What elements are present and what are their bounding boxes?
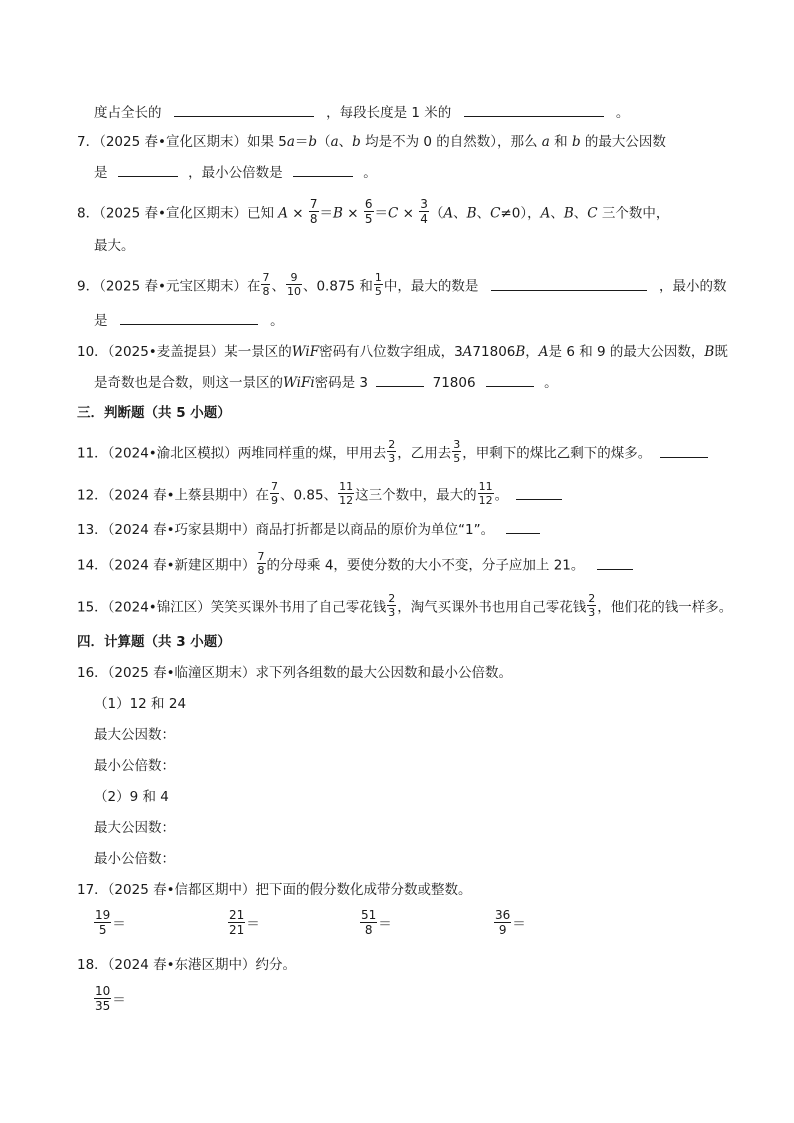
q16-part-2-lcm: 最小公倍数： xyxy=(94,851,175,867)
text: 15．（2024•锦江区）笑笑买课外书用了自己零花钱 xyxy=(77,599,387,616)
question-9-line2 xyxy=(94,310,284,331)
text: 、 xyxy=(338,134,353,150)
text: 中，最大的数是 xyxy=(383,278,479,295)
expr-36-9 xyxy=(493,908,526,938)
question-10-line2 xyxy=(94,372,558,393)
denominator: 35 xyxy=(95,999,111,1013)
answer-blank[interactable] xyxy=(597,555,633,570)
fraction xyxy=(338,481,354,506)
text: 是奇数也是合数，则这一景区的 xyxy=(94,375,283,391)
answer-blank[interactable] xyxy=(660,443,708,458)
answer-blank[interactable] xyxy=(486,372,534,387)
denominator: 8 xyxy=(262,285,270,298)
question-15 xyxy=(77,592,733,620)
text: 是 6 和 9 的最大公因数， xyxy=(548,344,705,360)
fraction xyxy=(452,439,461,464)
text: 和 xyxy=(554,134,568,150)
fraction xyxy=(387,439,396,464)
numerator: 21 xyxy=(229,908,245,922)
equals-sign: ＝ xyxy=(112,916,126,933)
text: 71806 xyxy=(432,375,476,391)
denominator: 12 xyxy=(478,494,493,507)
var: a xyxy=(286,134,295,150)
expr-21-21 xyxy=(227,908,260,938)
text: 11．（2024•渝北区模拟）两堆同样重的煤，甲用去 xyxy=(77,445,387,462)
fraction xyxy=(257,551,266,576)
fraction xyxy=(270,481,279,506)
numerator: 2 xyxy=(388,438,396,451)
q16-part-2-gcd: 最大公因数： xyxy=(94,820,175,836)
equals-sign: ＝ xyxy=(378,916,392,933)
fraction xyxy=(494,909,511,936)
text: 的分母乘 4，要使分数的大小不变，分子应加上 21。 xyxy=(266,557,585,574)
var: B xyxy=(515,344,526,360)
var: A xyxy=(462,344,473,360)
denominator: 9 xyxy=(498,923,507,937)
text: （ xyxy=(317,134,331,150)
question-12 xyxy=(77,480,562,508)
text: 71806 xyxy=(472,344,516,360)
text: 、 xyxy=(453,205,467,222)
text: 。 xyxy=(615,105,630,121)
text: 9．（2025 春•元宝区期末）在 xyxy=(77,278,261,295)
question-18: 18．（2024 春•东港区期中）约分。 xyxy=(77,957,297,973)
text: 、 xyxy=(476,205,491,222)
var: C xyxy=(388,205,399,222)
text: 12．（2024 春•上蔡县期中）在 xyxy=(77,487,270,504)
text: 10．（2025•麦盖提县）某一景区的 xyxy=(77,344,292,360)
denominator: 8 xyxy=(309,212,318,226)
question-13 xyxy=(77,519,540,540)
text: 是 xyxy=(94,165,108,181)
text: ＝ xyxy=(294,134,309,150)
text: ，最小的数 xyxy=(659,278,727,295)
answer-blank[interactable] xyxy=(293,162,353,177)
denominator: 3 xyxy=(588,606,596,619)
text: 、 xyxy=(573,205,588,222)
text: 是 xyxy=(94,313,108,329)
numerator: 9 xyxy=(286,272,302,285)
denominator: 3 xyxy=(388,452,396,465)
answer-blank[interactable] xyxy=(120,310,258,325)
var: B xyxy=(333,205,343,222)
numerator: 7 xyxy=(271,480,279,493)
numerator: 19 xyxy=(95,908,111,922)
question-10 xyxy=(77,342,728,362)
var: B xyxy=(704,344,715,360)
fraction xyxy=(360,909,377,936)
text: ， xyxy=(525,344,539,360)
numerator: 1 xyxy=(374,271,382,284)
text: ＝ xyxy=(374,205,389,222)
denominator: 4 xyxy=(420,212,428,226)
text: 三个数中， xyxy=(597,205,670,222)
answer-blank[interactable] xyxy=(376,372,424,387)
question-16: 16．（2025 春•临潼区期末）求下列各组数的最大公因数和最小公倍数。 xyxy=(77,665,513,681)
var: B xyxy=(466,205,477,222)
question-7-line2 xyxy=(94,162,377,183)
fraction xyxy=(374,272,383,297)
text: ，乙用去 xyxy=(397,445,452,462)
text: 的最大公因数 xyxy=(584,134,666,150)
equals-sign: ＝ xyxy=(512,916,526,933)
q16-part-1-lcm: 最小公倍数： xyxy=(94,758,175,774)
q16-part-2: （2）9 和 4 xyxy=(94,789,169,805)
denominator: 21 xyxy=(229,923,245,937)
numerator: 3 xyxy=(420,197,428,211)
expr-10-35 xyxy=(93,984,126,1014)
denominator: 8 xyxy=(257,564,265,577)
denominator: 5 xyxy=(98,923,107,937)
numerator: 11 xyxy=(339,480,354,493)
answer-blank[interactable] xyxy=(491,276,647,291)
q16-part-1: （1）12 和 24 xyxy=(94,696,187,712)
text: × xyxy=(342,205,363,222)
denominator: 8 xyxy=(364,923,373,937)
numerator: 3 xyxy=(453,438,461,451)
answer-blank[interactable] xyxy=(464,102,604,117)
denominator: 12 xyxy=(339,494,354,507)
denominator: 5 xyxy=(453,452,461,465)
denominator: 10 xyxy=(286,285,301,298)
text: 既 xyxy=(714,344,728,360)
question-7 xyxy=(77,132,666,152)
fraction xyxy=(261,272,270,297)
var: WiF xyxy=(291,344,320,360)
text: ，最小公倍数是 xyxy=(188,165,283,181)
text: ，甲剩下的煤比乙剩下的煤多。 xyxy=(462,445,652,462)
text: × xyxy=(398,205,419,222)
text: 14．（2024 春•新建区期中） xyxy=(77,557,256,574)
text: 度占全长的 xyxy=(94,105,162,121)
expr-51-8 xyxy=(359,908,392,938)
fraction xyxy=(387,593,396,618)
question-8 xyxy=(77,197,670,227)
question-14 xyxy=(77,550,633,578)
question-11 xyxy=(77,438,708,466)
denominator: 3 xyxy=(388,606,396,619)
var: A xyxy=(538,344,549,360)
var: C xyxy=(490,205,501,222)
var: A xyxy=(540,205,551,222)
text: 13．（2024 春•巧家县期中）商品打折都是以商品的原价为单位“1”。 xyxy=(77,522,495,538)
var: A xyxy=(278,205,288,222)
numerator: 51 xyxy=(361,908,377,922)
text: 密码是 3 xyxy=(314,375,369,391)
q6-continuation xyxy=(94,102,629,123)
fraction xyxy=(309,198,319,225)
numerator: 7 xyxy=(262,271,270,284)
text: 。 xyxy=(544,375,558,391)
denominator: 5 xyxy=(374,285,382,298)
equals-sign: ＝ xyxy=(112,992,126,1009)
numerator: 36 xyxy=(495,908,511,922)
text: 。 xyxy=(494,487,509,504)
question-9 xyxy=(77,271,727,299)
fraction xyxy=(364,198,374,225)
answer-blank[interactable] xyxy=(174,102,314,117)
var: A xyxy=(443,205,454,222)
text: ＝ xyxy=(319,205,334,222)
fraction xyxy=(419,198,429,225)
fraction xyxy=(94,909,111,936)
text: 最大。 xyxy=(94,238,135,254)
text: 、 xyxy=(271,278,285,295)
section-3-heading: 三．判断题（共 5 小题） xyxy=(77,405,231,421)
text: ，他们花的钱一样多。 xyxy=(597,599,733,616)
var: a xyxy=(330,134,339,150)
text: ，每段长度是 1 米的 xyxy=(326,105,452,121)
fraction xyxy=(478,481,494,506)
var: C xyxy=(587,205,598,222)
numerator: 6 xyxy=(364,197,373,211)
var: b xyxy=(571,134,581,150)
text: 密码有八位数字组成，3 xyxy=(319,344,463,360)
var: b xyxy=(352,134,361,150)
var: B xyxy=(563,205,574,222)
question-8-line2 xyxy=(94,236,135,256)
text: 8．（2025 春•宣化区期末）已知 xyxy=(77,205,274,222)
numerator: 11 xyxy=(478,480,493,493)
fraction xyxy=(286,272,302,297)
numerator: 7 xyxy=(257,550,265,563)
text: 、0.875 和 xyxy=(302,278,373,295)
text: 。 xyxy=(363,165,377,181)
fraction xyxy=(587,593,596,618)
expr-19-5 xyxy=(93,908,126,938)
answer-blank[interactable] xyxy=(118,162,178,177)
text: 。 xyxy=(270,313,284,329)
text: 、 xyxy=(550,205,564,222)
answer-blank[interactable] xyxy=(516,485,562,500)
numerator: 10 xyxy=(95,984,111,998)
question-17: 17．（2025 春•信都区期中）把下面的假分数化成带分数或整数。 xyxy=(77,882,472,898)
text: 7．（2025 春•宣化区期末）如果 5 xyxy=(77,134,287,150)
text: ≠0）， xyxy=(500,205,541,222)
denominator: 9 xyxy=(271,494,279,507)
denominator: 5 xyxy=(364,212,373,226)
section-4-heading: 四．计算题（共 3 小题） xyxy=(77,634,231,650)
fraction xyxy=(94,985,111,1012)
fraction xyxy=(228,909,245,936)
text: 、0.85、 xyxy=(280,487,338,504)
var: WiFi xyxy=(283,375,315,391)
text: 这三个数中，最大的 xyxy=(355,487,477,504)
q16-part-1-gcd: 最大公因数： xyxy=(94,727,175,743)
text: ，淘气买课外书也用自己零花钱 xyxy=(397,599,587,616)
var: a xyxy=(541,134,550,150)
equals-sign: ＝ xyxy=(246,916,260,933)
numerator: 7 xyxy=(309,197,318,211)
numerator: 2 xyxy=(588,592,596,605)
text: × xyxy=(288,205,308,222)
answer-blank[interactable] xyxy=(506,519,540,534)
var: b xyxy=(308,134,318,150)
numerator: 2 xyxy=(388,592,396,605)
text: （ xyxy=(429,205,444,222)
text: 均是不为 0 的自然数），那么 xyxy=(360,134,538,150)
